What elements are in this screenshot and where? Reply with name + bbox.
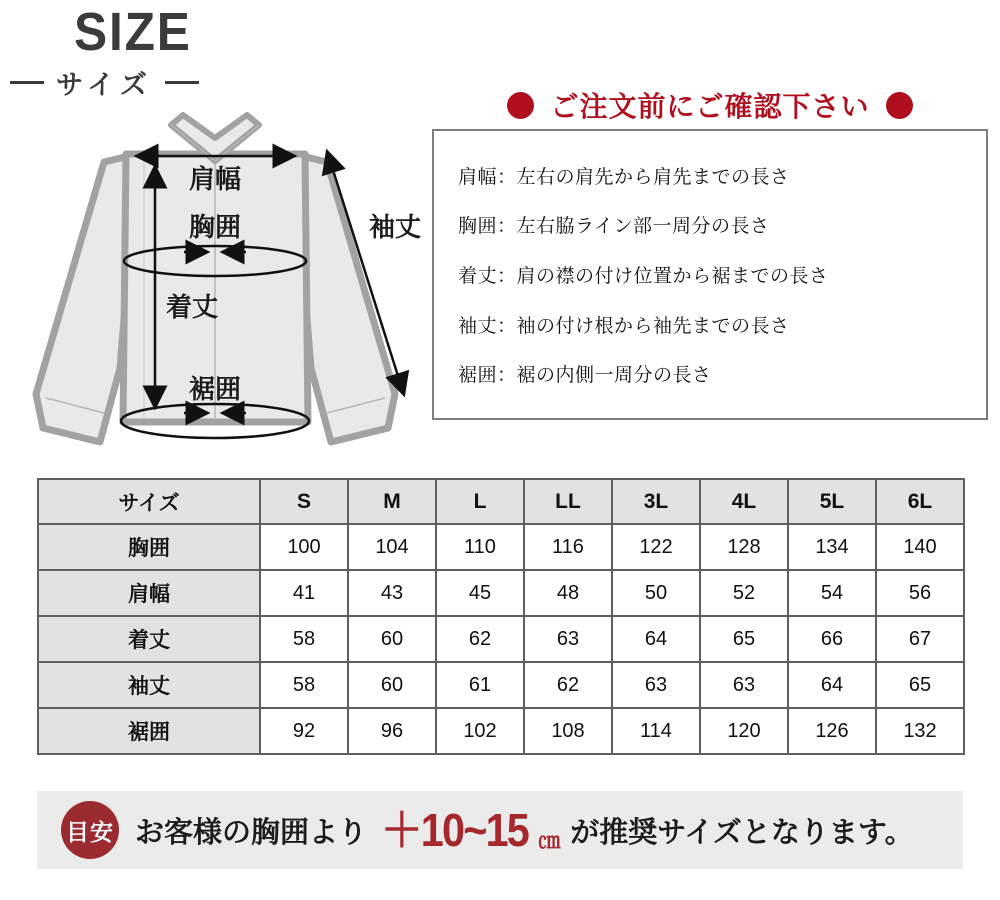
cell: 66 <box>788 616 876 662</box>
cell: 92 <box>260 708 348 754</box>
recommendation-text-after: が推奨サイズとなります。 <box>570 816 914 849</box>
col-header-3l: 3L <box>612 479 700 524</box>
size-table-header-row <box>38 479 964 524</box>
recommendation-highlight: ＋10~15 <box>381 804 529 856</box>
cell: 52 <box>700 570 788 616</box>
cell: 56 <box>876 570 964 616</box>
col-header-5l: 5L <box>788 479 876 524</box>
recommendation-text-before: お客様の胸囲より <box>135 816 368 849</box>
notice-term: 着丈 <box>458 265 498 287</box>
sleeve-length-label: 袖丈 <box>368 212 422 242</box>
cell: 96 <box>348 708 436 754</box>
notice-box <box>432 129 988 420</box>
table-row-chest <box>38 524 964 570</box>
page-title-ja: サイズ <box>56 69 153 100</box>
notice-title <box>432 86 988 124</box>
notice-term: 袖丈 <box>458 315 498 337</box>
notice-definition: 肩の襟の付け位置から裾までの長さ <box>516 265 829 287</box>
cell: 134 <box>788 524 876 570</box>
recommendation-bar <box>37 791 963 869</box>
bullet-icon-right <box>886 92 913 119</box>
cell: 140 <box>876 524 964 570</box>
cell: 62 <box>436 616 524 662</box>
cell: 122 <box>612 524 700 570</box>
cell: 62 <box>524 662 612 708</box>
page-subtitle-row <box>10 63 238 102</box>
cell: 58 <box>260 616 348 662</box>
cell: 132 <box>876 708 964 754</box>
chest-label: 胸囲 <box>188 212 242 242</box>
notice-definition: 袖の付け根から袖先までの長さ <box>516 315 790 337</box>
row-label: 肩幅 <box>38 570 260 616</box>
col-header-l: L <box>436 479 524 524</box>
cell: 110 <box>436 524 524 570</box>
notice-term: 胸囲 <box>458 216 498 238</box>
cell: 48 <box>524 570 612 616</box>
notice-separator: ： <box>497 265 517 287</box>
col-header-size: サイズ <box>38 479 260 524</box>
table-row-hem <box>38 708 964 754</box>
notice-item-shoulder <box>458 162 976 189</box>
cell: 102 <box>436 708 524 754</box>
cell: 114 <box>612 708 700 754</box>
notice-separator: ： <box>497 216 517 238</box>
decorative-dash-right <box>165 81 199 84</box>
notice-separator: ： <box>497 315 517 337</box>
notice-separator: ： <box>497 166 517 188</box>
notice-definition: 左右脇ライン部一周分の長さ <box>516 216 770 238</box>
notice-definition: 裾の内側一周分の長さ <box>516 365 712 387</box>
notice-definition: 左右の肩先から肩先までの長さ <box>516 166 790 188</box>
shoulder-width-label: 肩幅 <box>188 164 242 194</box>
notice-item-hem <box>458 360 976 387</box>
row-label: 袖丈 <box>38 662 260 708</box>
row-label: 裾囲 <box>38 708 260 754</box>
cell: 67 <box>876 616 964 662</box>
cell: 64 <box>788 662 876 708</box>
cell: 104 <box>348 524 436 570</box>
cell: 45 <box>436 570 524 616</box>
cell: 108 <box>524 708 612 754</box>
cell: 50 <box>612 570 700 616</box>
table-row-length <box>38 616 964 662</box>
cell: 61 <box>436 662 524 708</box>
hem-label: 裾囲 <box>188 374 242 404</box>
cell: 54 <box>788 570 876 616</box>
cell: 41 <box>260 570 348 616</box>
cell: 60 <box>348 662 436 708</box>
row-label: 着丈 <box>38 616 260 662</box>
col-header-m: M <box>348 479 436 524</box>
jacket-measurement-diagram <box>14 98 436 464</box>
page-title <box>38 4 238 102</box>
notice-title-text: ご注文前にご確認下さい <box>550 91 870 122</box>
col-header-ll: LL <box>524 479 612 524</box>
table-row-shoulder <box>38 570 964 616</box>
cell: 100 <box>260 524 348 570</box>
decorative-dash-left <box>10 81 44 84</box>
cell: 60 <box>348 616 436 662</box>
cell: 116 <box>524 524 612 570</box>
cell: 128 <box>700 524 788 570</box>
cell: 126 <box>788 708 876 754</box>
cell: 43 <box>348 570 436 616</box>
table-row-sleeve <box>38 662 964 708</box>
col-header-6l: 6L <box>876 479 964 524</box>
notice-item-length <box>458 261 976 288</box>
cell: 63 <box>700 662 788 708</box>
cell: 65 <box>876 662 964 708</box>
bullet-icon-left <box>507 92 534 119</box>
notice-separator: ： <box>497 365 517 387</box>
col-header-4l: 4L <box>700 479 788 524</box>
page-title-en: SIZE <box>73 2 192 62</box>
guide-badge: 目安 <box>61 801 119 859</box>
cell: 64 <box>612 616 700 662</box>
recommendation-unit: ㎝ <box>538 828 561 853</box>
cell: 63 <box>612 662 700 708</box>
notice-term: 肩幅 <box>458 166 498 188</box>
notice-item-chest <box>458 211 976 238</box>
cell: 120 <box>700 708 788 754</box>
row-label: 胸囲 <box>38 524 260 570</box>
col-header-s: S <box>260 479 348 524</box>
notice-item-sleeve <box>458 311 976 338</box>
size-table <box>37 478 965 755</box>
notice-term: 裾囲 <box>458 365 498 387</box>
cell: 65 <box>700 616 788 662</box>
body-length-label: 着丈 <box>165 292 219 322</box>
cell: 58 <box>260 662 348 708</box>
cell: 63 <box>524 616 612 662</box>
